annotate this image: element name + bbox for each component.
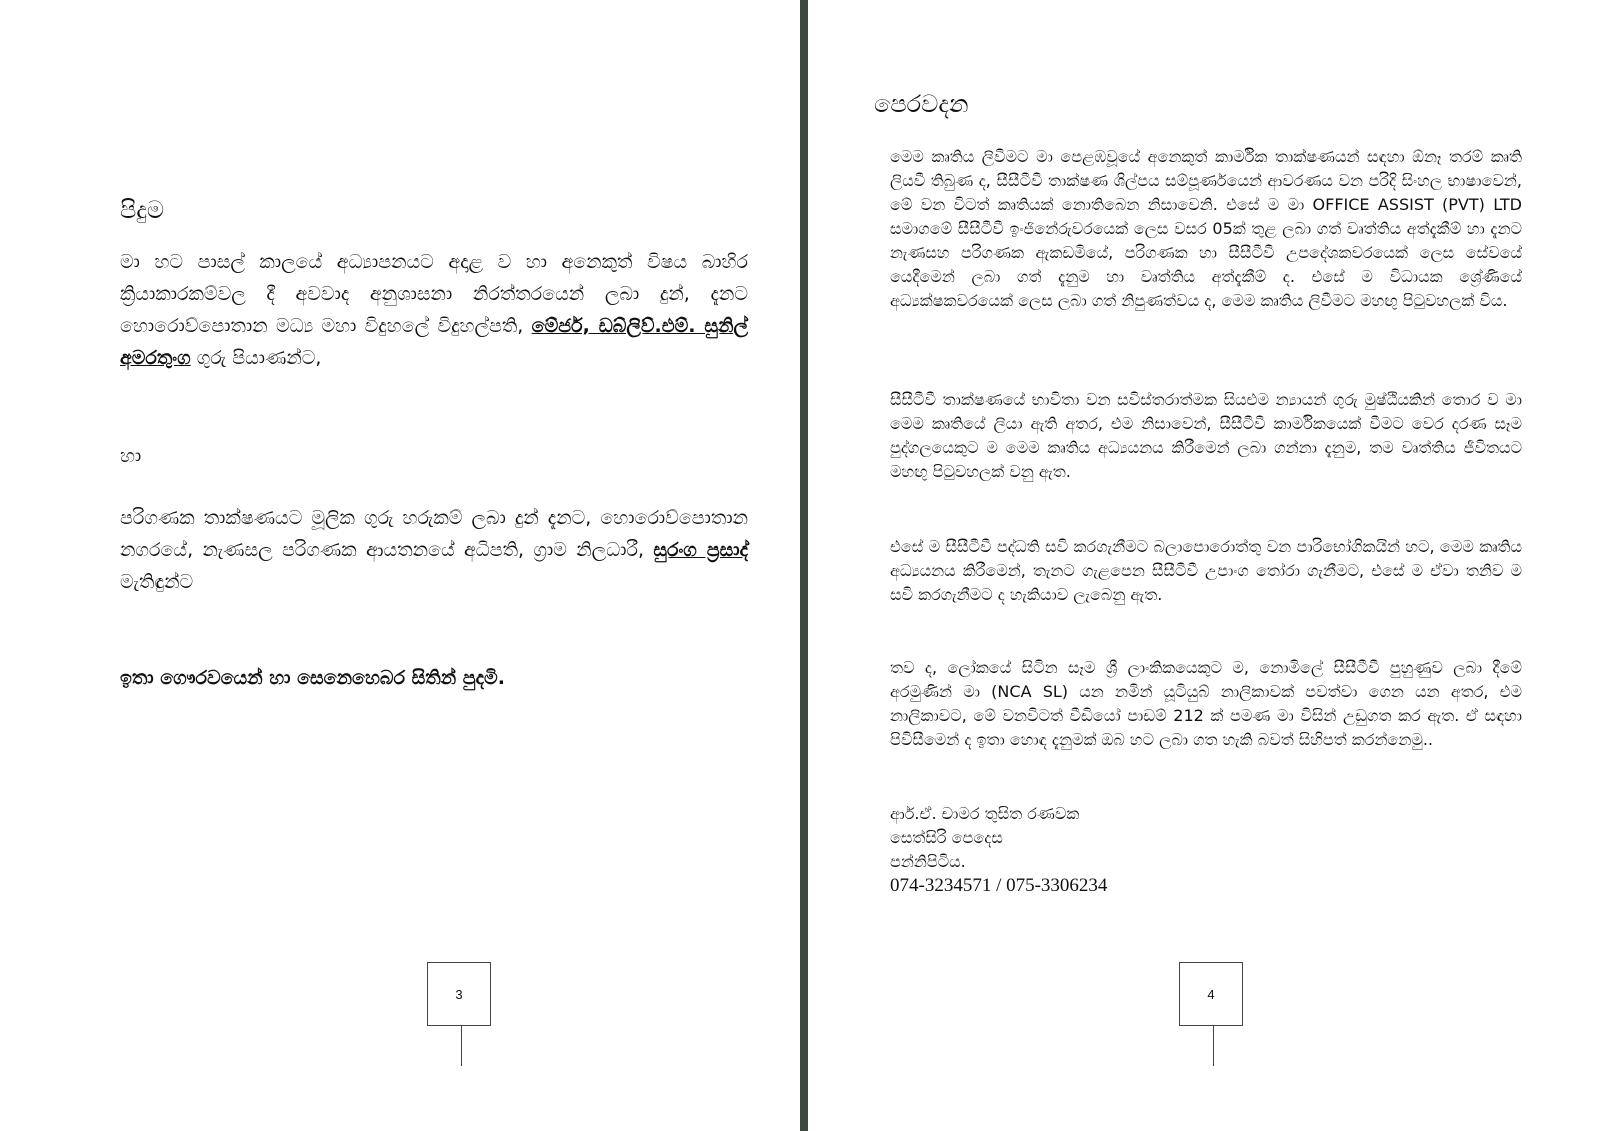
dedication-1-suffix: ගුරු පියාණන්ට,	[190, 347, 322, 369]
author-phone: 074-3234571 / 075-3306234	[890, 875, 1108, 896]
author-address-2: පන්නිපිටිය.	[890, 852, 966, 871]
dedication-title: පිදුම	[120, 196, 165, 224]
dedication-2-prefix: පරිගණක තාක්ෂණයට මූලික ගුරු හරුකම් ලබා දුන් දැනට, හොරොව්පොතාන නගරයේ, නැණසල පරිගණක ආයතනයේ අධිපති, ග්‍රාම නිලධාරී,	[120, 507, 748, 561]
preface-paragraph-1: මෙම කෘතිය ලිවීමට මා පෙළඹවූයේ අනෙකුත් කාර්මික තාක්ෂණයන් සඳහා ඕනෑ තරම් කෘති ලියවී තිබුණ ද, සීසීටීවී තාක්ෂණ ශිල්පය සම්පූර්ණයෙන් ආවරණය වන පරිදි සිංහල භාෂාවෙන්, මේ වන විටත් කෘතියක් නොතිබෙන නිසාවෙනි. එසේ ම මා OFFICE ASSIST (PVT) LTD සමාගමේ සීසීටීවී ඉංජිනේරුවරයෙක් ලෙස වසර 05ක් තුළ ලබා ගත් වෘත්තිය අත්දැකීම් හා දැනට නැණසහ පරිගණක ඇකඩමියේ, පරිගණක හා සීසීටීවී උපදේශකවරයෙක් ලෙස සේවයේ යෙදීමෙන් ලබා ගත් දැනුම හා වෘත්තිය අත්දැකීම් ද. එසේ ම විධායක ශ්‍රේණියේ අධ්‍යක්ෂකවරයෙක් ලෙස ලබා ගත් නිපුණත්වය ද, මෙම කෘතිය ලිවීමට මහඟු පිටුවහලක් විය.	[890, 147, 1522, 310]
author-address-1: සෙත්සිරි පෙදෙස	[890, 828, 1003, 847]
and-text: හා	[120, 445, 142, 467]
dedication-closing: ඉතා ගෞරවයෙන් හා සෙනෙහෙබර සිතින් පුදමි.	[120, 667, 505, 689]
preface-paragraph-2: සීසීටීවී තාක්ෂණයේ භාවිතා වන සවිස්තරාත්මක සියළුම න්‍යායන් ගුරු මුෂ්ඨියකින් තොර ව මා මෙම කෘතියේ ලියා ඇති අතර, එම නිසාවෙන්, සීසීටීවී කාර්මිකයෙක් වීමට වෙර දරණ සෑම පුද්ගලයෙකුට ම මෙම කෘතිය අධ්‍යයනය කිරීමෙන් ලබා ගන්නා දැනුම, තම වෘත්තිය ජීවිතයට මහඟු පිටුවහලක් වනු ඇත.	[890, 390, 1522, 481]
dedication-2-suffix: මැතිඳුන්ට	[120, 571, 194, 593]
dedication-paragraph-2	[120, 502, 748, 598]
preface-paragraph-4: තව ද, ලෝකයේ සිටින සෑම ශ්‍රී ලාංකිකයෙකුට ම, නොමිලේ සීසීටීවී පුහුණුව ලබා දීමේ අරමුණින් මා (NCA SL) යන නමින් යූටියුබ් නාලිකාවක් පවත්වා ගෙන යන අතර, එම නාලිකාවට, මේ වනවිටත් වීඩියෝ පාඩම් 212 ක් පමණ මා විසින් උඩුගත කර ඇත. ඒ සඳහා පිවිසීමෙන් ද ඉතා හොඳ දැනුමක් ඔබ හට ලබා ගත හැකි බවත් සිහිපත් කරන්නෙමු..	[890, 658, 1522, 749]
dedication-paragraph-1	[120, 246, 748, 374]
page-divider	[800, 0, 808, 1131]
page-number-3: 3	[427, 962, 491, 1026]
preface-paragraph-3: එසේ ම සීසීටීවී පද්ධති සවි කරගැනීමට බලාපොරොත්තු වන පාරිභෝගිකයින් හට, මෙම කෘතිය අධ්‍යයනය කිරීමෙන්, තැනට ගැළපෙන සීසීටීවී උපාංග තෝරා ගැනීමට, එසේ ම ඒවා තනිව ම සවි කරගැනීමට ද හැකියාව ලැබෙනු ඇත.	[890, 537, 1522, 604]
dedication-1-prefix: මා හට පාසල් කාලයේ අධ්‍යාපනයට අදාළ ව හා අනෙකුත් විෂය බාහිර ක්‍රියාකාරකම්වල දී අවවාද අනුශාසනා නිරත්තරයෙන් ලබා දුන්, දැනට හොරොව්පොතාන මධ්‍ය මහා විදුහලේ විදුහල්පති,	[120, 251, 748, 337]
page-number-4: 4	[1179, 962, 1243, 1026]
preface-title: පෙරවදන	[874, 90, 969, 118]
right-page	[808, 0, 1600, 1131]
page-number-4-stem	[1213, 1026, 1214, 1066]
page-number-3-stem	[461, 1026, 462, 1066]
dedication-2-name: සුරංග ප්‍රසාද්	[653, 539, 749, 561]
author-signature	[890, 802, 1107, 898]
dedication-1-name: මේජර්, ඩබ්ලිව්.එම්. සුනිල් අමරතුංග	[120, 315, 748, 369]
author-name: ආර්.ඒ. චාමර තුසිත රණවක	[890, 804, 1080, 823]
